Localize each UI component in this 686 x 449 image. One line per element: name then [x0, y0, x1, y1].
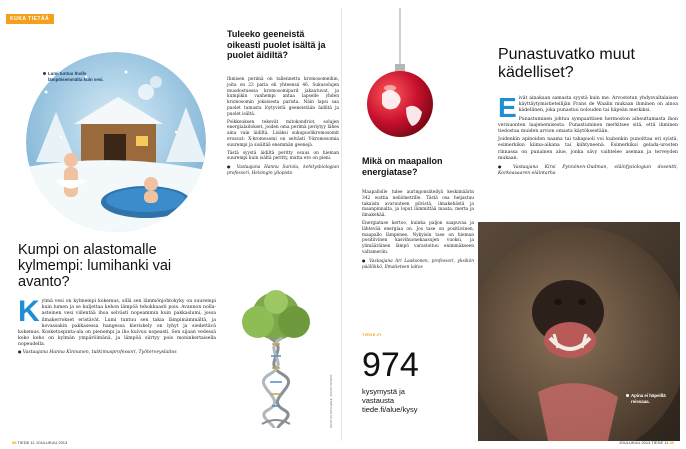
article-2-headline: Tuleeko geeneistä oikeasti puolet isältä ja puolet äidiltä? — [227, 29, 326, 60]
article-1-paragraph-2: Lumi tuntuu sen takia lämpimämmältä, ja kovassakin pakkasessa hangessa kieriskely on lyhyt ja siedettävä kokemus. Kosketuspinta-ala on pienempi ja iho kuivuu nopeasti. Sen sijaan vedessä koko keho on kylmän ympäröimänä, ja lämpöä siirtyy pois moninkertaisella nopeudella. — [18, 317, 216, 348]
christmas-ornament-globe — [360, 8, 440, 158]
photo-credit: KUVITUS SUVI WAHL, KUVAT ISTOCK — [329, 374, 333, 428]
qa-line-1: kysymystä ja — [362, 387, 405, 396]
footer-right-date: JOULUKUU 2013 — [618, 440, 651, 445]
qa-tag: TIEDE.FI — [362, 332, 382, 337]
section-tag — [6, 14, 54, 24]
article-4-headline: Punastuvatko muut kädelliset? — [498, 46, 635, 81]
footer-left-magazine: TIEDE 11 — [17, 440, 35, 445]
dropcap: E — [498, 92, 517, 123]
article-4-body — [498, 92, 678, 179]
article-3-headline: Mikä on maapallon energiatase? — [362, 156, 443, 177]
article-1-headline: Kumpi on alastomalle kylmempi: lumihanki vai avanto? — [18, 242, 172, 290]
article-2-paragraph-1: Ihmisen perimä on tallennettu kromosomeihin, joita on 23 paria eli yhteensä 46. Sukusolujen muodostuessa kromosomiparit jakautuvat, ja kumpikin vanhempi antaa lapselle yhden kromosomin jokaisesta parista. Näin lapsi saa puolet tumasta löytyvistä geeneistään äidiltä ja puolet isältä. — [227, 77, 339, 117]
illustration-caption: Lumi tuntuu tholle lämpöisemmälta kuin vesi. — [48, 71, 108, 83]
article-4-paragraph-3: Joidenkin apinoiden naama tai takapuoli voi kuitenkin punoittaa eri syistä, esimerkiksi kiima-aikana tai kiihtyneenä. Esimerkiksi gelada-urosten rinnassa on punainen alue, jonka sävy vaihtelee aseman ja terveyden mukaan. — [498, 137, 678, 161]
dna-tree-illustration — [222, 288, 330, 428]
qa-text — [362, 387, 482, 414]
article-4-paragraph-2: Punastuminen johtuu sympaattisen hermoston aiheuttamasta ihon verisuonten laajenemisesta. Punastuminen merkitsee sitä, että ihminen tiedostaa muiden arvion omasta käytöksestään. — [498, 116, 678, 135]
qa-promo-box — [362, 332, 482, 432]
footer-right — [619, 440, 674, 445]
article-2-body — [227, 77, 339, 179]
article-4-byline: ● Vastaajana Kirsi Pynnönen-Oudman, eläinfysiologian dosentti, Korkeasaaren eläintarha — [498, 164, 678, 177]
article-4-paragraph-1: ivät ainakaan samasta syystä kuin me. Arvostetun yhdysvaltalaisen käyttäytymistieteilijän Frans de Waalin mukaan ihminen on ainoa kädellinen, joka punastuu nolouden tai häpeän merkiksi. — [518, 96, 678, 114]
article-2-paragraph-2: Poikkeuksen tekevät mitokondriot, solujen energialaitokset, joiden oma perimä periytyy lähes aina vain äidiltä. Lisäksi sukupuolikromosomit eroavat: X-kromosomi on selvästi Y-kromosomia suurempi ja sisältää enemmän geenejä. — [227, 119, 339, 148]
footer-left-date: JOULUKUU 2013 — [35, 440, 68, 445]
left-page — [6, 8, 342, 445]
footer-right-page-number: 59 — [669, 440, 674, 445]
article-2-byline: ● Vastaajana Hannu Sariola, kehitysbiologian professori, Helsingin yliopisto — [227, 164, 339, 177]
qa-line-2: vastausta — [362, 396, 395, 405]
footer-right-magazine: TIEDE 11 — [651, 440, 669, 445]
qa-count: 974 — [362, 346, 419, 384]
section-tag-label: KUKA TIETÄÄ — [10, 16, 50, 22]
article-1-paragraph-1: ylmä vesi on kylmempi kokemus, sillä sen lämmönjohtokyky on suurempi kuin lumen ja se kuljettaa kehon lämpöä tehokkaasti pois. Avannon nolla-asteinen vesi viilentää ihoa selvästi nopeammin kuin pakkaslumi, jossa ilmakerrokset eristävät. — [41, 299, 216, 323]
footer-left — [12, 440, 67, 445]
dropcap: K — [18, 295, 40, 328]
article-2-paragraph-3: Tästä syystä äidiltä peritty osuus on hieman suurempi kuin isältä peritty, mutta ero on pieni. — [227, 150, 339, 162]
article-3-body — [362, 190, 474, 272]
article-1-byline: ● Vastaajana Hanna Kinnunen, tutkimusprofessori, Työterveyslaitos — [18, 350, 177, 355]
qa-url: tiede.fi/alue/kysy — [362, 405, 418, 414]
article-3-byline: ● Vastaajana Ari Laaksonen, professori, yksikön päällikkö, Ilmatieteen laitos — [362, 258, 474, 271]
article-1-body — [18, 295, 216, 356]
right-page — [345, 8, 680, 445]
article-3-paragraph-2: Energiatase kertoo, kuinka paljon saapuvaa ja lähtevää energiaa on. Jos tase on positiivinen, maapallo lämpenee. Nykyisin tase on hieman positiivinen kasvihuonekaasujen vuoksi, ja ylimääräinen lämpö varastoituu enimmäkseen valtameriin. — [362, 220, 474, 255]
gelada-monkey-photo — [478, 222, 680, 441]
article-3-paragraph-1: Maapallolle tulee auringonsäteilyä keskimäärin 342 wattia neliömetrille. Tästä osa heijastuu takaisin avaruuteen pilvistä, ilmakehästä ja maanpinnalta, ja loput lämmittää maata, merta ja ilmakehää. — [362, 190, 474, 219]
photo-caption: Apina ei häpeillä reissaaa. — [631, 393, 673, 405]
footer-left-page-number: 58 — [12, 440, 17, 445]
